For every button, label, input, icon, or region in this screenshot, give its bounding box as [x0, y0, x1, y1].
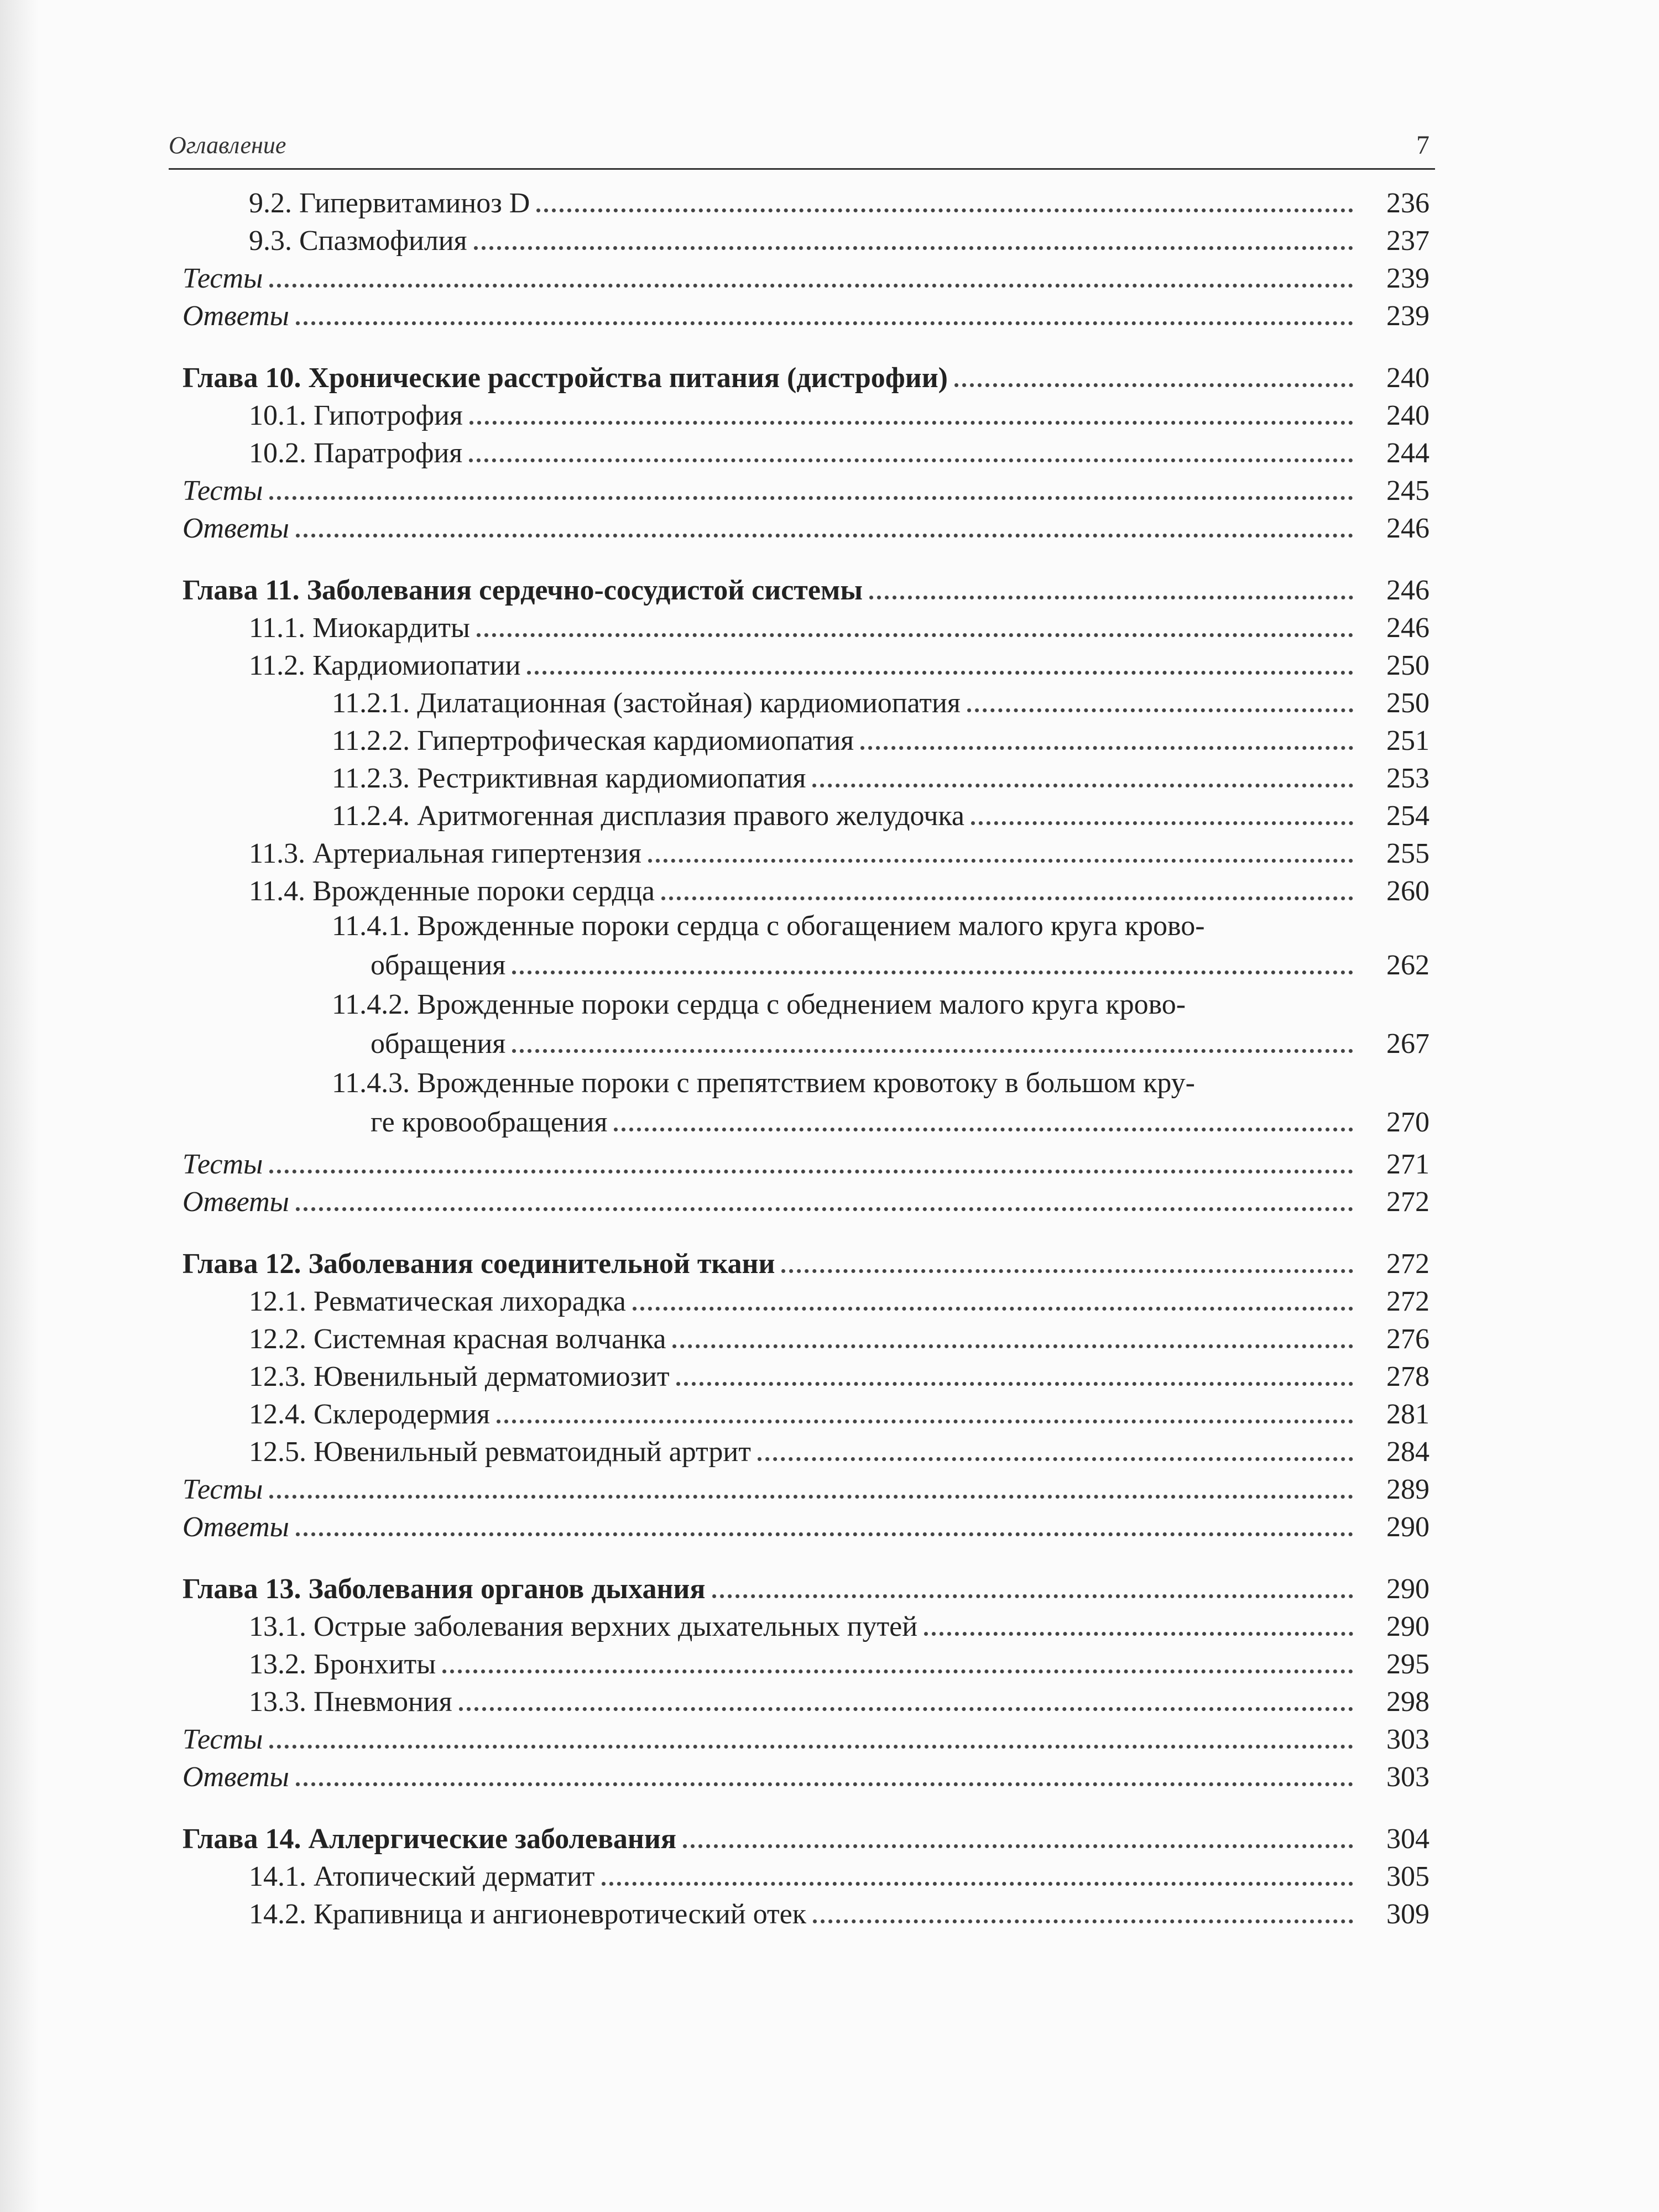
- toc-entry: [182, 1065, 1430, 1139]
- dot-leader: [614, 1128, 1353, 1131]
- page-number: 7: [1416, 131, 1430, 160]
- toc-page-number: 260: [1386, 875, 1430, 907]
- toc-entry-title: 11.4.3. Врожденные пороки с препятствием кровотоку в большом кру-: [332, 1067, 1195, 1099]
- toc-entry-title: 11.2. Кардиомиопатии: [249, 650, 521, 681]
- table-of-contents: [182, 182, 1430, 1931]
- toc-page-number: 271: [1386, 1149, 1430, 1180]
- toc-entry: [182, 182, 1430, 220]
- toc-entry: [182, 1356, 1430, 1394]
- toc-page-number: 262: [1386, 950, 1430, 981]
- dot-leader: [512, 971, 1353, 974]
- toc-page-number: 305: [1386, 1861, 1430, 1892]
- toc-entry: [182, 795, 1430, 833]
- dot-leader: [813, 1919, 1353, 1923]
- toc-page-number: 309: [1386, 1898, 1430, 1930]
- toc-entry-title: 11.4.2. Врожденные пороки сердца с обеднением малого круга крово-: [332, 989, 1186, 1020]
- toc-entry-title: Тесты: [182, 475, 263, 507]
- toc-entry-title: 10.2. Паратрофия: [249, 437, 463, 469]
- toc-entry-title: 11.4. Врожденные пороки сердца: [249, 875, 655, 907]
- toc-page-number: 254: [1386, 800, 1430, 832]
- dot-leader: [459, 1707, 1353, 1711]
- dot-leader: [536, 208, 1353, 212]
- toc-page-number: 298: [1386, 1686, 1430, 1718]
- toc-entry: [182, 1644, 1430, 1681]
- toc-entry: [182, 432, 1430, 470]
- toc-entry-title: 12.2. Системная красная волчанка: [249, 1323, 666, 1355]
- dot-leader: [869, 596, 1353, 599]
- toc-entry: [182, 1431, 1430, 1469]
- toc-page-number: 272: [1386, 1248, 1430, 1280]
- toc-page-number: 276: [1386, 1323, 1430, 1355]
- toc-page-number: 255: [1386, 838, 1430, 869]
- dot-leader: [683, 1844, 1353, 1848]
- toc-entry-title: 11.2.1. Дилатационная (застойная) кардиомиопатия: [332, 687, 961, 719]
- toc-entry-title: 11.2.3. Рестриктивная кардиомиопатия: [332, 763, 806, 794]
- toc-entry-title: Тесты: [182, 1149, 263, 1180]
- dot-leader: [648, 859, 1353, 863]
- toc-section-heading: [182, 258, 1430, 295]
- toc-page-number: 236: [1386, 187, 1430, 219]
- dot-leader: [512, 1049, 1353, 1053]
- dot-leader: [672, 1344, 1353, 1348]
- toc-page-number: 251: [1386, 725, 1430, 757]
- dot-leader: [971, 821, 1353, 825]
- dot-leader: [296, 1532, 1353, 1536]
- toc-entry: [182, 645, 1430, 682]
- toc-chapter: [182, 1568, 1430, 1606]
- dot-leader: [296, 321, 1353, 325]
- toc-entry-title: Глава 14. Аллергические заболевания: [182, 1823, 676, 1855]
- running-header: [169, 123, 1435, 170]
- toc-page-number: 289: [1386, 1474, 1430, 1505]
- toc-entry-title: Тесты: [182, 1474, 263, 1505]
- toc-chapter: [182, 357, 1430, 395]
- toc-page-number: 290: [1386, 1511, 1430, 1543]
- toc-page-number: 246: [1386, 612, 1430, 644]
- dot-leader: [758, 1457, 1353, 1461]
- dot-leader: [269, 1495, 1353, 1499]
- toc-page-number: 237: [1386, 225, 1430, 257]
- toc-entry-title: 10.1. Гипотрофия: [249, 400, 463, 431]
- dot-leader: [296, 1207, 1353, 1211]
- toc-entry-title: 11.4.1. Врожденные пороки сердца с обогащением малого круга крово-: [332, 910, 1205, 942]
- toc-entry-title: 13.1. Острые заболевания верхних дыхательных путей: [249, 1611, 918, 1642]
- toc-entry-title: Ответы: [182, 1511, 289, 1543]
- toc-section-heading: [182, 470, 1430, 508]
- toc-section-heading: [182, 295, 1430, 333]
- toc-entry: [182, 720, 1430, 758]
- toc-entry-title: Глава 12. Заболевания соединительной ткани: [182, 1248, 775, 1280]
- toc-entry-title: 11.2.4. Аритмогенная дисплазия правого желудочка: [332, 800, 964, 832]
- toc-section-heading: [182, 508, 1430, 545]
- toc-page-number: 303: [1386, 1761, 1430, 1793]
- dot-leader: [661, 896, 1353, 900]
- toc-page-number: 295: [1386, 1648, 1430, 1680]
- toc-chapter: [182, 1243, 1430, 1281]
- dot-leader: [497, 1420, 1353, 1423]
- toc-entry: [182, 395, 1430, 432]
- dot-leader: [967, 708, 1353, 712]
- toc-section-heading: [182, 1719, 1430, 1756]
- toc-chapter: [182, 1818, 1430, 1856]
- toc-entry-title: Ответы: [182, 513, 289, 544]
- dot-leader: [954, 383, 1353, 387]
- toc-entry-title: 11.1. Миокардиты: [249, 612, 470, 644]
- dot-leader: [812, 784, 1353, 787]
- dot-leader: [924, 1632, 1353, 1636]
- toc-entry: [182, 1394, 1430, 1431]
- toc-entry: [182, 1318, 1430, 1356]
- toc-entry-title: 12.4. Склеродермия: [249, 1399, 490, 1430]
- toc-page-number: 253: [1386, 763, 1430, 794]
- toc-entry-title: 12.1. Ревматическая лихорадка: [249, 1286, 626, 1317]
- dot-leader: [269, 1170, 1353, 1173]
- toc-entry-title: Ответы: [182, 1186, 289, 1218]
- toc-entry-title: 14.1. Атопический дерматит: [249, 1861, 595, 1892]
- dot-leader: [469, 421, 1353, 425]
- dot-leader: [269, 496, 1353, 500]
- toc-page-number: 272: [1386, 1286, 1430, 1317]
- toc-entry-title-continued: обращения: [371, 950, 506, 981]
- dot-leader: [469, 458, 1353, 462]
- toc-page-number: 290: [1386, 1611, 1430, 1642]
- toc-section-heading: [182, 1181, 1430, 1219]
- toc-page-number: 244: [1386, 437, 1430, 469]
- toc-entry: [182, 220, 1430, 258]
- dot-leader: [860, 746, 1353, 750]
- dot-leader: [602, 1882, 1354, 1886]
- toc-entry-title: Ответы: [182, 300, 289, 332]
- toc-entry-title-continued: ге кровообращения: [371, 1107, 608, 1138]
- toc-entry-title: Глава 11. Заболевания сердечно-сосудистой системы: [182, 575, 863, 606]
- dot-leader: [269, 1745, 1353, 1749]
- toc-entry-title: 13.2. Бронхиты: [249, 1648, 436, 1680]
- toc-section-heading: [182, 1144, 1430, 1181]
- dot-leader: [474, 246, 1353, 250]
- dot-leader: [633, 1307, 1353, 1311]
- toc-entry-title: Тесты: [182, 263, 263, 294]
- toc-entry: [182, 870, 1430, 908]
- toc-page-number: 239: [1386, 263, 1430, 294]
- toc-entry: [182, 1681, 1430, 1719]
- toc-entry-title: 9.2. Гипервитаминоз D: [249, 187, 530, 219]
- toc-page-number: 267: [1386, 1028, 1430, 1060]
- toc-page-number: 239: [1386, 300, 1430, 332]
- toc-page-number: 278: [1386, 1361, 1430, 1392]
- toc-page-number: 240: [1386, 362, 1430, 394]
- binding-shadow: [0, 0, 39, 2212]
- toc-page-number: 246: [1386, 575, 1430, 606]
- toc-entry: [182, 758, 1430, 795]
- dot-leader: [477, 633, 1353, 637]
- toc-entry-title: 11.2.2. Гипертрофическая кардиомиопатия: [332, 725, 854, 757]
- toc-entry: [182, 908, 1430, 982]
- dot-leader: [781, 1269, 1353, 1273]
- toc-page-number: 250: [1386, 650, 1430, 681]
- dot-leader: [712, 1594, 1354, 1598]
- toc-page-number: 303: [1386, 1724, 1430, 1755]
- toc-page-number: 270: [1386, 1107, 1430, 1138]
- toc-entry-title: Тесты: [182, 1724, 263, 1755]
- toc-entry-title: Глава 10. Хронические расстройства питания (дистрофии): [182, 362, 948, 394]
- toc-page-number: 281: [1386, 1399, 1430, 1430]
- toc-section-heading: [182, 1756, 1430, 1794]
- toc-page-number: 240: [1386, 400, 1430, 431]
- dot-leader: [676, 1382, 1353, 1386]
- toc-page-number: 246: [1386, 513, 1430, 544]
- toc-section-heading: [182, 1506, 1430, 1544]
- toc-page-number: 250: [1386, 687, 1430, 719]
- toc-entry-title: 13.3. Пневмония: [249, 1686, 452, 1718]
- dot-leader: [269, 284, 1353, 288]
- toc-page-number: 272: [1386, 1186, 1430, 1218]
- toc-entry-title-continued: обращения: [371, 1028, 506, 1060]
- dot-leader: [527, 671, 1353, 675]
- toc-entry-title: 9.3. Спазмофилия: [249, 225, 467, 257]
- toc-entry: [182, 1281, 1430, 1318]
- dot-leader: [442, 1670, 1353, 1673]
- toc-entry: [182, 682, 1430, 720]
- toc-section-heading: [182, 1469, 1430, 1506]
- toc-page-number: 304: [1386, 1823, 1430, 1855]
- dot-leader: [296, 1782, 1353, 1786]
- toc-entry: [182, 987, 1430, 1061]
- toc-chapter: [182, 570, 1430, 607]
- toc-page-number: 290: [1386, 1573, 1430, 1605]
- toc-entry-title: Глава 13. Заболевания органов дыхания: [182, 1573, 706, 1605]
- toc-entry-title: 12.5. Ювенильный ревматоидный артрит: [249, 1436, 751, 1468]
- toc-entry: [182, 1606, 1430, 1644]
- toc-entry-title: 12.3. Ювенильный дерматомиозит: [249, 1361, 670, 1392]
- toc-entry-title: 14.2. Крапивница и ангионевротический отек: [249, 1898, 806, 1930]
- toc-entry: [182, 607, 1430, 645]
- toc-page-number: 284: [1386, 1436, 1430, 1468]
- toc-page-number: 245: [1386, 475, 1430, 507]
- toc-entry: [182, 833, 1430, 870]
- dot-leader: [296, 534, 1353, 538]
- running-title: Оглавление: [169, 132, 286, 159]
- toc-entry-title: 11.3. Артериальная гипертензия: [249, 838, 641, 869]
- toc-entry-title: Ответы: [182, 1761, 289, 1793]
- toc-entry: [182, 1893, 1430, 1931]
- toc-entry: [182, 1856, 1430, 1893]
